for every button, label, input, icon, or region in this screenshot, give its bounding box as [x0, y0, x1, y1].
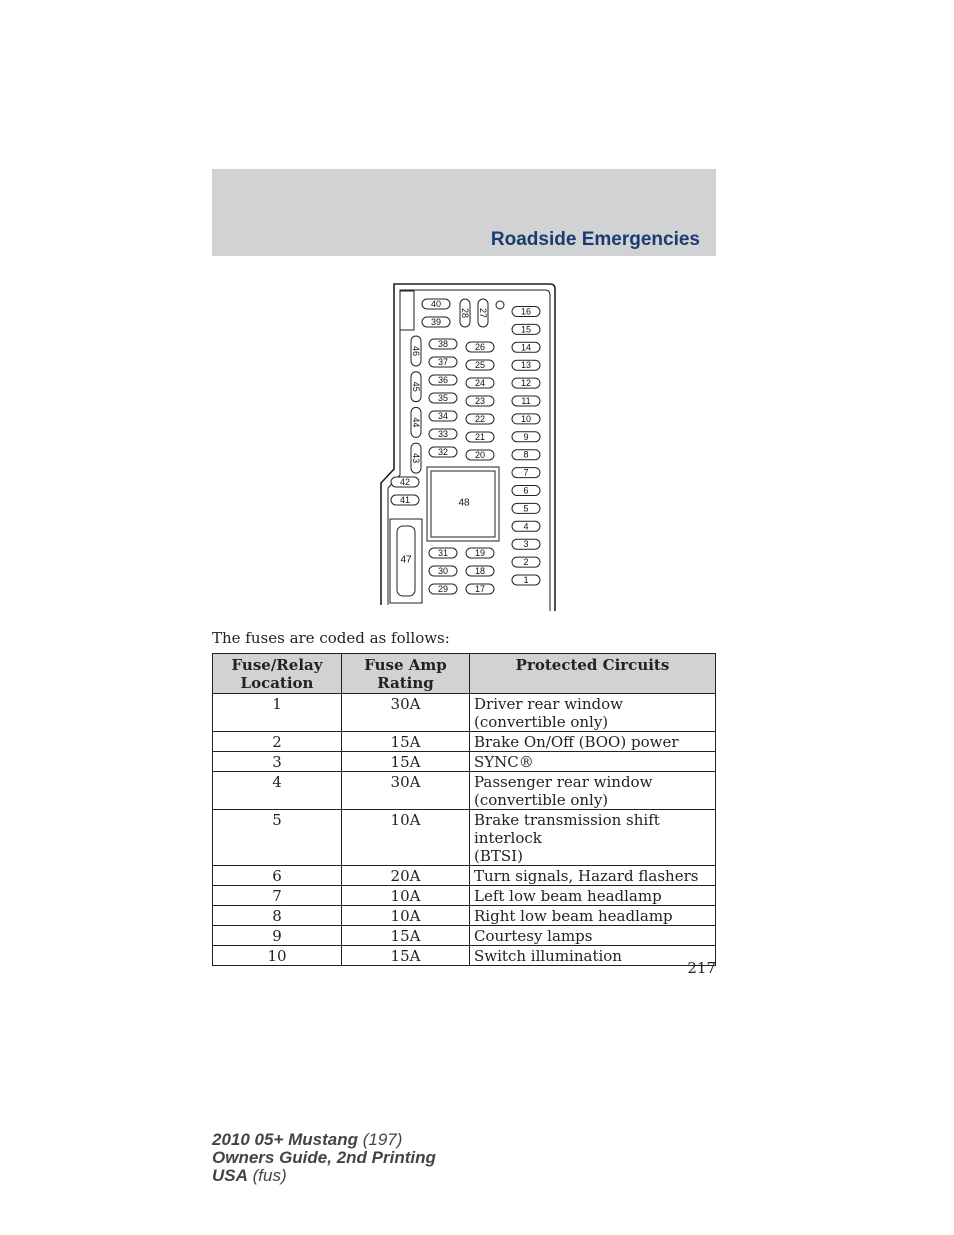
circuit-line: (convertible only)	[474, 713, 609, 731]
fuse-label: 30	[437, 566, 449, 576]
fuse-slot	[411, 443, 421, 473]
fuse-label: 2	[523, 557, 529, 568]
fuse-slot	[429, 411, 457, 421]
cell-rating: 30A	[342, 694, 470, 732]
fuse-slot	[466, 450, 494, 460]
fuse-label: 19	[474, 548, 486, 558]
cell-location: 5	[213, 810, 342, 866]
cell-location: 2	[213, 732, 342, 752]
fuse-label: 23	[474, 396, 486, 406]
circuit-line: Brake On/Off (BOO) power	[474, 733, 679, 751]
cell-rating: 10A	[342, 886, 470, 906]
fuse-label: 43	[411, 453, 421, 464]
cell-circuits	[470, 886, 716, 906]
fuse-panel-diagram	[380, 283, 560, 613]
table-row	[213, 926, 716, 946]
fuse-slot	[411, 372, 421, 402]
fuse-label: 29	[437, 584, 449, 594]
fuse-slot	[429, 584, 457, 594]
fuse-slot	[478, 299, 488, 327]
cell-rating: 10A	[342, 906, 470, 926]
circuit-line: Courtesy lamps	[474, 927, 593, 945]
fuse-label: 20	[474, 450, 486, 460]
panel-corner-notch	[400, 291, 414, 330]
fuse-slot	[466, 566, 494, 576]
fuse-label: 17	[474, 584, 486, 594]
fuse-slot	[512, 468, 540, 478]
relay-label: 47	[400, 554, 412, 566]
cell-location: 8	[213, 906, 342, 926]
cell-circuits	[470, 752, 716, 772]
fuse-label: 45	[411, 381, 421, 392]
fuse-label: 34	[437, 411, 449, 421]
fuse-slot	[466, 342, 494, 352]
cell-circuits	[470, 772, 716, 810]
fuse-label: 14	[520, 342, 532, 353]
relay-48	[427, 467, 499, 541]
fuse-label: 11	[521, 396, 531, 406]
circuit-line: Right low beam headlamp	[474, 907, 673, 925]
fuse-slot	[422, 299, 450, 309]
table-header-row	[213, 654, 716, 694]
cell-circuits	[470, 732, 716, 752]
fuse-slot	[512, 575, 540, 585]
table-row	[213, 886, 716, 906]
footer-model: 2010 05+ Mustang	[212, 1130, 358, 1149]
fuse-label: 46	[411, 345, 421, 357]
fuse-slot	[429, 393, 457, 403]
fuse-slot	[512, 503, 540, 513]
fuse-slot	[512, 378, 540, 388]
fuse-label: 10	[520, 413, 532, 424]
fuse-label: 38	[437, 339, 449, 349]
table-row	[213, 946, 716, 966]
cell-circuits	[470, 906, 716, 926]
footer-edition: Owners Guide, 2nd Printing	[212, 1148, 436, 1167]
fuse-label: 12	[520, 378, 532, 389]
cell-location: 1	[213, 694, 342, 732]
mounting-hole	[496, 301, 504, 309]
header-rating: Fuse Amp Rating	[342, 654, 470, 694]
fuse-label: 32	[437, 447, 449, 457]
cell-circuits	[470, 694, 716, 732]
fuse-slot	[429, 447, 457, 457]
fuse-slot	[466, 360, 494, 370]
circuit-line: Driver rear window	[474, 695, 623, 713]
fuse-label: 21	[474, 432, 486, 442]
fuse-label: 33	[437, 429, 449, 439]
table-row	[213, 772, 716, 810]
cell-circuits	[470, 866, 716, 886]
cell-rating: 30A	[342, 772, 470, 810]
footer-model-code: (197)	[362, 1130, 403, 1149]
fuse-table	[212, 653, 716, 966]
cell-location: 7	[213, 886, 342, 906]
fuse-label: 42	[399, 477, 411, 487]
fuse-label: 13	[520, 360, 532, 371]
fuse-label: 18	[474, 566, 486, 576]
relay-47	[390, 519, 422, 603]
fuse-slot	[466, 432, 494, 442]
cell-location: 9	[213, 926, 342, 946]
fuse-slot	[411, 336, 421, 366]
fuse-label: 27	[478, 307, 488, 319]
fuse-label: 15	[520, 324, 532, 335]
relay-label: 48	[458, 497, 470, 509]
footer-market: USA	[212, 1166, 248, 1185]
fuse-slot	[512, 342, 540, 352]
circuit-line: SYNC®	[474, 753, 534, 771]
fuse-slot	[466, 414, 494, 424]
fuse-label: 9	[523, 431, 529, 442]
circuit-line: (BTSI)	[474, 847, 523, 865]
circuit-line: Left low beam headlamp	[474, 887, 662, 905]
header-location: Fuse/Relay Location	[213, 654, 342, 694]
circuit-line: Brake transmission shift interlock	[474, 811, 660, 847]
cell-location: 10	[213, 946, 342, 966]
fuse-label: 39	[430, 317, 442, 327]
fuse-label: 3	[523, 539, 529, 550]
fuse-slot	[512, 557, 540, 567]
fuse-label: 37	[437, 357, 449, 367]
fuse-slot	[512, 539, 540, 549]
cell-rating: 15A	[342, 732, 470, 752]
fuse-label: 28	[460, 307, 470, 319]
cell-location: 4	[213, 772, 342, 810]
fuse-label: 44	[411, 417, 421, 428]
cell-circuits	[470, 946, 716, 966]
fuse-label: 16	[520, 306, 532, 317]
fuse-slot	[429, 357, 457, 367]
fuse-label: 36	[437, 375, 449, 385]
intro-text: The fuses are coded as follows:	[212, 629, 450, 647]
section-title: Roadside Emergencies	[490, 229, 700, 250]
circuit-line: Passenger rear window	[474, 773, 653, 791]
cell-rating: 10A	[342, 810, 470, 866]
fuse-slot	[512, 307, 540, 317]
fuse-slot	[512, 414, 540, 424]
header-circuits: Protected Circuits	[470, 654, 716, 694]
fuse-slot	[411, 407, 421, 437]
fuse-slot	[391, 495, 419, 505]
table-row	[213, 906, 716, 926]
fuse-slot	[460, 299, 470, 327]
fuse-slot	[512, 432, 540, 442]
fuse-slot	[512, 396, 540, 406]
fuse-slot	[512, 450, 540, 460]
fuse-label: 26	[474, 342, 486, 352]
section-header-band	[212, 169, 716, 256]
fuse-slot	[512, 521, 540, 531]
cell-circuits	[470, 926, 716, 946]
fuse-slot	[429, 566, 457, 576]
fuse-label: 31	[437, 548, 449, 558]
circuit-line: Turn signals, Hazard flashers	[474, 867, 699, 885]
footer-imprint	[212, 1131, 436, 1185]
fuse-slot	[466, 378, 494, 388]
fuse-slot	[466, 396, 494, 406]
fuse-slot	[466, 584, 494, 594]
fuse-slot	[466, 548, 494, 558]
fuse-slot	[429, 339, 457, 349]
page-number: 217	[687, 959, 716, 977]
cell-location: 3	[213, 752, 342, 772]
fuse-label: 1	[523, 575, 529, 585]
fuse-label: 25	[474, 360, 486, 370]
fuse-slot	[429, 375, 457, 385]
table-row	[213, 694, 716, 732]
fuse-label: 8	[523, 449, 529, 460]
cell-location: 6	[213, 866, 342, 886]
fuse-slot	[391, 477, 419, 487]
cell-rating: 20A	[342, 866, 470, 886]
table-row	[213, 732, 716, 752]
cell-rating: 15A	[342, 946, 470, 966]
fuse-label: 22	[474, 414, 486, 424]
fuse-slot	[429, 429, 457, 439]
fuse-label: 7	[523, 467, 529, 478]
fuse-label: 35	[437, 393, 449, 403]
table-row	[213, 866, 716, 886]
fuse-slot	[512, 360, 540, 370]
circuit-line: Switch illumination	[474, 947, 622, 965]
cell-circuits	[470, 810, 716, 866]
fuse-label: 40	[430, 299, 442, 309]
cell-rating: 15A	[342, 926, 470, 946]
table-row	[213, 752, 716, 772]
fuse-label: 6	[523, 485, 529, 496]
cell-rating: 15A	[342, 752, 470, 772]
fuse-slot	[512, 324, 540, 334]
fuse-label: 5	[523, 503, 529, 514]
fuse-label: 4	[523, 521, 529, 532]
fuse-label: 24	[474, 378, 486, 388]
fuse-label: 41	[399, 495, 411, 505]
fuse-slot	[512, 486, 540, 496]
fuse-slot	[422, 317, 450, 327]
fuse-slot	[429, 548, 457, 558]
table-row	[213, 810, 716, 866]
footer-market-code: (fus)	[252, 1166, 287, 1185]
circuit-line: (convertible only)	[474, 791, 609, 809]
